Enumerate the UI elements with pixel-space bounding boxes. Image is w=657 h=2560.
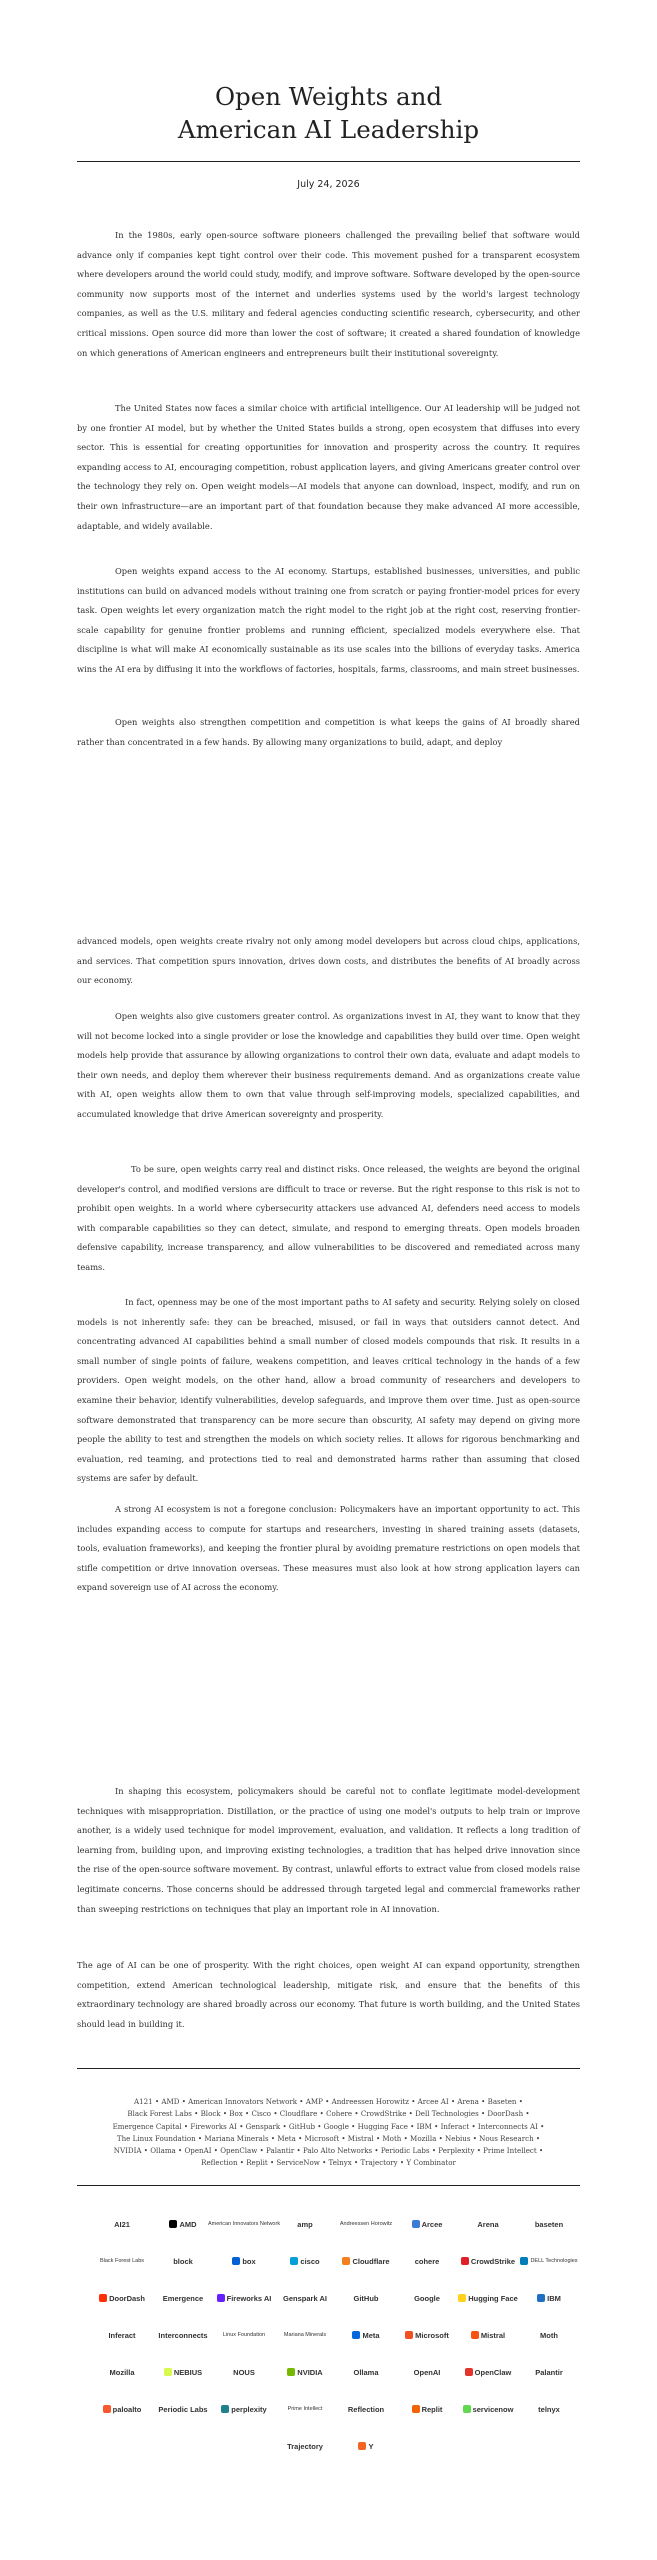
paragraph-3: Open weights expand access to the AI economy. Startups, established businesses, universities, and public institutions can build on advanced models without training one from scratch or paying frontier-model prices for every task. Open weights let every organization match the right model to the right job at the right cost, reserving frontier-scale capability for genuine frontier problems and running efficient, specialized models everywhere else. That discipline is what will make AI economically sustainable as its use scales into the billions of everyday tasks. America wins the AI era by diffusing it into the workflows of factories, hospitals, farms, classrooms, and main street businesses. bbox=[77, 566, 580, 674]
logo-wordmark: servicenow bbox=[472, 2404, 514, 2414]
paragraph-2: The United States now faces a similar choice with artificial intelligence. Our AI leadership will be judged not by one frontier AI model, but by whether the United States builds a strong, open ecosystem that diffuses into every sector. This is essential for creating opportunities for innovation and prosperity across the country. It requires expanding access to AI, encouraging competition, robust application layers, and giving Americans greater control over the technology they rely on. Open weight models—AI models that anyone can download, inspect, modify, and run on their own infrastructure—are an important part of that foundation because they make advanced AI more accessible, adaptable, and widely available. bbox=[77, 403, 580, 531]
date: July 24, 2026 bbox=[297, 179, 360, 190]
paragraph-4-continued: advanced models, open weights create rivalry not only among model developers but across cloud chips, applications, and services. That competition spurs innovation, drives down costs, and distributes the benefits of AI broadly across our economy. bbox=[77, 936, 580, 986]
logo-wordmark: AMD bbox=[179, 2219, 197, 2229]
logo-microsoft bbox=[395, 2327, 459, 2343]
logo-perplexity bbox=[212, 2401, 276, 2417]
logo-wordmark: cohere bbox=[414, 2256, 440, 2266]
logo-replit bbox=[395, 2401, 459, 2417]
logo-wordmark: Black Forest Labs bbox=[99, 2258, 145, 2264]
logo-amd bbox=[151, 2216, 215, 2232]
logo-wordmark: Mistral bbox=[480, 2330, 506, 2340]
logo-mark bbox=[290, 2257, 298, 2265]
logo-mark bbox=[520, 2257, 528, 2265]
logo-ollama bbox=[334, 2364, 398, 2380]
signatories-line: The Linux Foundation • Mariana Minerals • Meta • Microsoft • Mistral • Moth • Mozilla • Nebius • Nous Research • bbox=[116, 2133, 541, 2143]
logo-wordmark: DoorDash bbox=[109, 2293, 145, 2303]
logo-mark bbox=[342, 2257, 350, 2265]
logo-nebius bbox=[151, 2364, 215, 2380]
page-title bbox=[0, 80, 657, 146]
logo-mark bbox=[412, 2220, 420, 2228]
logo-mark bbox=[461, 2257, 469, 2265]
logo-amp bbox=[273, 2216, 337, 2232]
logo-wordmark: Interconnects bbox=[158, 2330, 208, 2340]
logo-wordmark: Microsoft bbox=[415, 2330, 449, 2340]
logo-baseten bbox=[517, 2216, 581, 2232]
logo-mozilla bbox=[90, 2364, 154, 2380]
logo-black-forest-labs bbox=[90, 2253, 154, 2269]
logo-mark bbox=[358, 2442, 366, 2450]
logo-wordmark: NVIDIA bbox=[297, 2367, 323, 2377]
logo-wordmark: Arcee bbox=[421, 2219, 443, 2229]
logo-american-innovators-network bbox=[207, 2216, 281, 2232]
logo-ibm bbox=[517, 2290, 581, 2306]
logo-wordmark: cisco bbox=[300, 2256, 320, 2266]
paragraph-9: In shaping this ecosystem, policymakers should be careful not to conflate legitimate model-development techniques with misappropriation. Distillation, or the practice of using one model's outputs to help train or improve another, is a widely used technique for model improvement, evaluation, and validation. It reflects a long tradition of learning from, building upon, and improving existing technologies, a tradition that has helped drive innovation since the rise of the open-source software movement. By contrast, unlawful efforts to extract value from closed models raise legitimate concerns. Those concerns should be addressed through targeted legal and commercial frameworks rather than sweeping restrictions on techniques that play an important role in AI innovation. bbox=[77, 1786, 580, 1914]
logo-wordmark: perplexity bbox=[231, 2404, 267, 2414]
logo-cloudflare bbox=[334, 2253, 398, 2269]
logo-wordmark: Replit bbox=[421, 2404, 443, 2414]
logo-moth bbox=[517, 2327, 581, 2343]
logo-mark bbox=[217, 2294, 225, 2302]
logo-wordmark: Prime Intellect bbox=[287, 2406, 323, 2412]
paragraph-1: In the 1980s, early open-source software pioneers challenged the prevailing belief that software would advance only if companies kept tight control over their code. This movement pushed for a transparent ecosystem where developers around the world could study, modify, and improve software. Software developed by the open-source community now supports most of the internet and underlies systems used by the world's largest technology companies, as well as the U.S. military and federal agencies conducting scientific research, cybersecurity, and other critical missions. Open source did more than lower the cost of software; it created a shared foundation of knowledge on which generations of American engineers and entrepreneurs built their institutional sovereignty. bbox=[77, 230, 580, 358]
logo-wordmark: OpenClaw bbox=[474, 2367, 512, 2377]
logo-palantir bbox=[517, 2364, 581, 2380]
logo-wordmark: IBM bbox=[547, 2293, 561, 2303]
logo-servicenow bbox=[456, 2401, 520, 2417]
logo-wordmark: NOUS bbox=[233, 2367, 255, 2377]
logos-divider bbox=[77, 2185, 580, 2186]
logo-prime-intellect bbox=[273, 2401, 337, 2417]
logo-y bbox=[334, 2438, 398, 2454]
paragraph-7: In fact, openness may be one of the most important paths to AI safety and security. Relying solely on closed models is not inherently safe: they can be breached, misused, or fail in ways that outsiders cannot detect. And concentrating advanced AI capabilities behind a small number of closed models compounds that risk. It results in a small number of single points of failure, weakens competition, and leaves critical technology in the hands of a few providers. Open weight models, on the other hand, allow a broad community of researchers and developers to examine their behavior, identify vulnerabilities, develop safeguards, and improve them over time. Just as open-source software demonstrated that transparency can be more secure than obscurity, AI safety may depend on giving more people the ability to test and strengthen the models on which society relies. It allows for rigorous benchmarking and evaluation, red teaming, and protections tied to real and demonstrated harms rather than assuming that closed systems are safer by default. bbox=[77, 1297, 580, 1484]
logo-cisco bbox=[273, 2253, 337, 2269]
paragraph-5: Open weights also give customers greater control. As organizations invest in AI, they want to know that they will not become locked into a single provider or lose the knowledge and capabilities they build over time. Open weight models help provide that assurance by allowing organizations to control their own data, evaluate and adapt models to their own needs, and deploy them wherever their business requirements demand. And as organizations create value with AI, open weights allow them to own that value through self-improving models, specialized capabilities, and accumulated knowledge that drive American sovereignty and prosperity. bbox=[77, 1011, 580, 1119]
logo-wordmark: paloalto bbox=[112, 2404, 142, 2414]
logo-hugging-face bbox=[456, 2290, 520, 2306]
logo-wordmark: AI21 bbox=[114, 2219, 130, 2229]
logo-wordmark: telnyx bbox=[538, 2404, 560, 2414]
logo-genspark-ai bbox=[273, 2290, 337, 2306]
logo-openai bbox=[395, 2364, 459, 2380]
signatories-line: Reflection • Replit • ServiceNow • Telnyx • Trajectory • Y Combinator bbox=[201, 2158, 456, 2168]
logo-emergence bbox=[151, 2290, 215, 2306]
logo-mark bbox=[405, 2331, 413, 2339]
logo-andreessen-horowitz bbox=[334, 2216, 398, 2232]
logo-inferact bbox=[90, 2327, 154, 2343]
signatories-line: Emergence Capital • Fireworks AI • Genspark • GitHub • Google • Hugging Face • IBM • Inferact • Interconnects AI • bbox=[112, 2121, 545, 2131]
logo-wordmark: Cloudflare bbox=[352, 2256, 390, 2266]
signatories-divider bbox=[77, 2068, 580, 2069]
title-line-1: Open Weights and bbox=[214, 82, 443, 111]
logo-linux-foundation bbox=[212, 2327, 276, 2343]
logo-block bbox=[151, 2253, 215, 2269]
logo-mark bbox=[164, 2368, 172, 2376]
signatories-line: Black Forest Labs • Block • Box • Cisco • Cloudflare • Cohere • CrowdStrike • Dell Technologies • DoorDash • bbox=[127, 2109, 530, 2119]
logo-nvidia bbox=[273, 2364, 337, 2380]
logo-crowdstrike bbox=[456, 2253, 520, 2269]
logo-wordmark: Andreessen Horowitz bbox=[339, 2221, 393, 2227]
logo-openclaw bbox=[456, 2364, 520, 2380]
logo-trajectory bbox=[273, 2438, 337, 2454]
signatories-line: A121 • AMD • American Innovators Network • AMP • Andreessen Horowitz • Arcee AI • Arena • Baseten • bbox=[134, 2097, 523, 2106]
logo-mark bbox=[221, 2405, 229, 2413]
logo-mark bbox=[287, 2368, 295, 2376]
logo-wordmark: amp bbox=[297, 2219, 313, 2229]
logo-wordmark: Y bbox=[368, 2441, 374, 2451]
logo-wordmark: baseten bbox=[534, 2219, 564, 2229]
logo-mark bbox=[412, 2405, 420, 2413]
logo-wordmark: Genspark AI bbox=[283, 2293, 327, 2303]
logo-wordmark: Emergence bbox=[162, 2293, 204, 2303]
logo-wordmark: Palantir bbox=[535, 2367, 563, 2377]
logo-mark bbox=[463, 2405, 471, 2413]
logo-mark bbox=[352, 2331, 360, 2339]
logo-ai21 bbox=[90, 2216, 154, 2232]
logo-cohere bbox=[395, 2253, 459, 2269]
logo-wordmark: Moth bbox=[540, 2330, 558, 2340]
logo-github bbox=[334, 2290, 398, 2306]
logo-wordmark: Hugging Face bbox=[468, 2293, 518, 2303]
logo-arena bbox=[456, 2216, 520, 2232]
logo-mark bbox=[465, 2368, 473, 2376]
logo-wordmark: box bbox=[242, 2256, 256, 2266]
logo-mariana-minerals bbox=[273, 2327, 337, 2343]
logo-wordmark: Periodic Labs bbox=[158, 2404, 208, 2414]
logo-reflection bbox=[334, 2401, 398, 2417]
paragraph-4: Open weights also strengthen competition and competition is what keeps the gains of AI broadly shared rather than concentrated in a few hands. By allowing many organizations to build, adapt, and deploy bbox=[77, 717, 580, 747]
paragraph-10: The age of AI can be one of prosperity. With the right choices, open weight AI can expand opportunity, strengthen competition, extend American technological leadership, mitigate risk, and ensure that the benefits of this extraordinary technology are shared broadly across our economy. That future is worth building, and the United States should lead in building it. bbox=[77, 1960, 580, 2029]
logo-mark bbox=[232, 2257, 240, 2265]
logo-mark bbox=[471, 2331, 479, 2339]
title-line-2: American AI Leadership bbox=[177, 115, 480, 144]
logo-periodic-labs bbox=[151, 2401, 215, 2417]
logo-wordmark: Linux Foundation bbox=[222, 2332, 266, 2338]
logo-box bbox=[212, 2253, 276, 2269]
logo-wordmark: Mozilla bbox=[109, 2367, 135, 2377]
logo-dell-technologies bbox=[517, 2253, 581, 2269]
logo-mark bbox=[169, 2220, 177, 2228]
logo-paloalto bbox=[90, 2401, 154, 2417]
logo-mark bbox=[103, 2405, 111, 2413]
logo-wordmark: NEBIUS bbox=[173, 2367, 203, 2377]
logo-telnyx bbox=[517, 2401, 581, 2417]
logo-wordmark: OpenAI bbox=[413, 2367, 441, 2377]
logo-wordmark: Ollama bbox=[353, 2367, 379, 2377]
logo-fireworks-ai bbox=[212, 2290, 276, 2306]
logo-wordmark: Google bbox=[414, 2293, 440, 2303]
logo-mark bbox=[458, 2294, 466, 2302]
logo-nous bbox=[212, 2364, 276, 2380]
logo-google bbox=[395, 2290, 459, 2306]
logo-wordmark: block bbox=[173, 2256, 193, 2266]
logo-arcee bbox=[395, 2216, 459, 2232]
logo-wordmark: GitHub bbox=[353, 2293, 379, 2303]
logo-wordmark: Mariana Minerals bbox=[283, 2332, 327, 2338]
logo-wordmark: Meta bbox=[362, 2330, 380, 2340]
signatories-list bbox=[100, 2096, 557, 2170]
paragraph-6: To be sure, open weights carry real and distinct risks. Once released, the weights are beyond the original developer's control, and modified versions are difficult to trace or reverse. But the right response to this risk is not to prohibit open weights. In a world where cybersecurity attackers use advanced AI, defenders need access to models with comparable capabilities so they can detect, simulate, and respond to emerging threats. Open models broaden defensive capability, increase transparency, and allow vulnerabilities to be discovered and remediated across many teams. bbox=[77, 1164, 580, 1272]
logo-wordmark: Reflection bbox=[347, 2404, 385, 2414]
logo-wordmark: Arena bbox=[477, 2219, 499, 2229]
logo-wordmark: Trajectory bbox=[287, 2441, 323, 2451]
logo-wordmark: DELL Technologies bbox=[530, 2258, 578, 2264]
logo-interconnects bbox=[151, 2327, 215, 2343]
title-divider bbox=[77, 161, 580, 162]
logo-wordmark: Inferact bbox=[108, 2330, 136, 2340]
paragraph-8: A strong AI ecosystem is not a foregone conclusion: Policymakers have an important opportunity to act. This includes expanding access to compute for startups and researchers, investing in shared training assets (datasets, tools, evaluation frameworks), and keeping the frontier plural by avoiding premature restrictions on open models that stifle competition or drive innovation overseas. These measures must also look at how strong application layers can expand sovereign use of AI across the economy. bbox=[77, 1504, 580, 1593]
logo-wordmark: Fireworks AI bbox=[226, 2293, 272, 2303]
logo-mark bbox=[537, 2294, 545, 2302]
logo-mistral bbox=[456, 2327, 520, 2343]
logo-wordmark: CrowdStrike bbox=[470, 2256, 516, 2266]
logo-doordash bbox=[90, 2290, 154, 2306]
logo-wordmark: American Innovators Network bbox=[207, 2221, 281, 2227]
logo-mark bbox=[99, 2294, 107, 2302]
logo-meta bbox=[334, 2327, 398, 2343]
signatories-line: NVIDIA • Ollama • OpenAI • OpenClaw • Palantir • Palo Alto Networks • Periodic Labs • Perplexity • Prime Intellect • bbox=[113, 2146, 544, 2156]
